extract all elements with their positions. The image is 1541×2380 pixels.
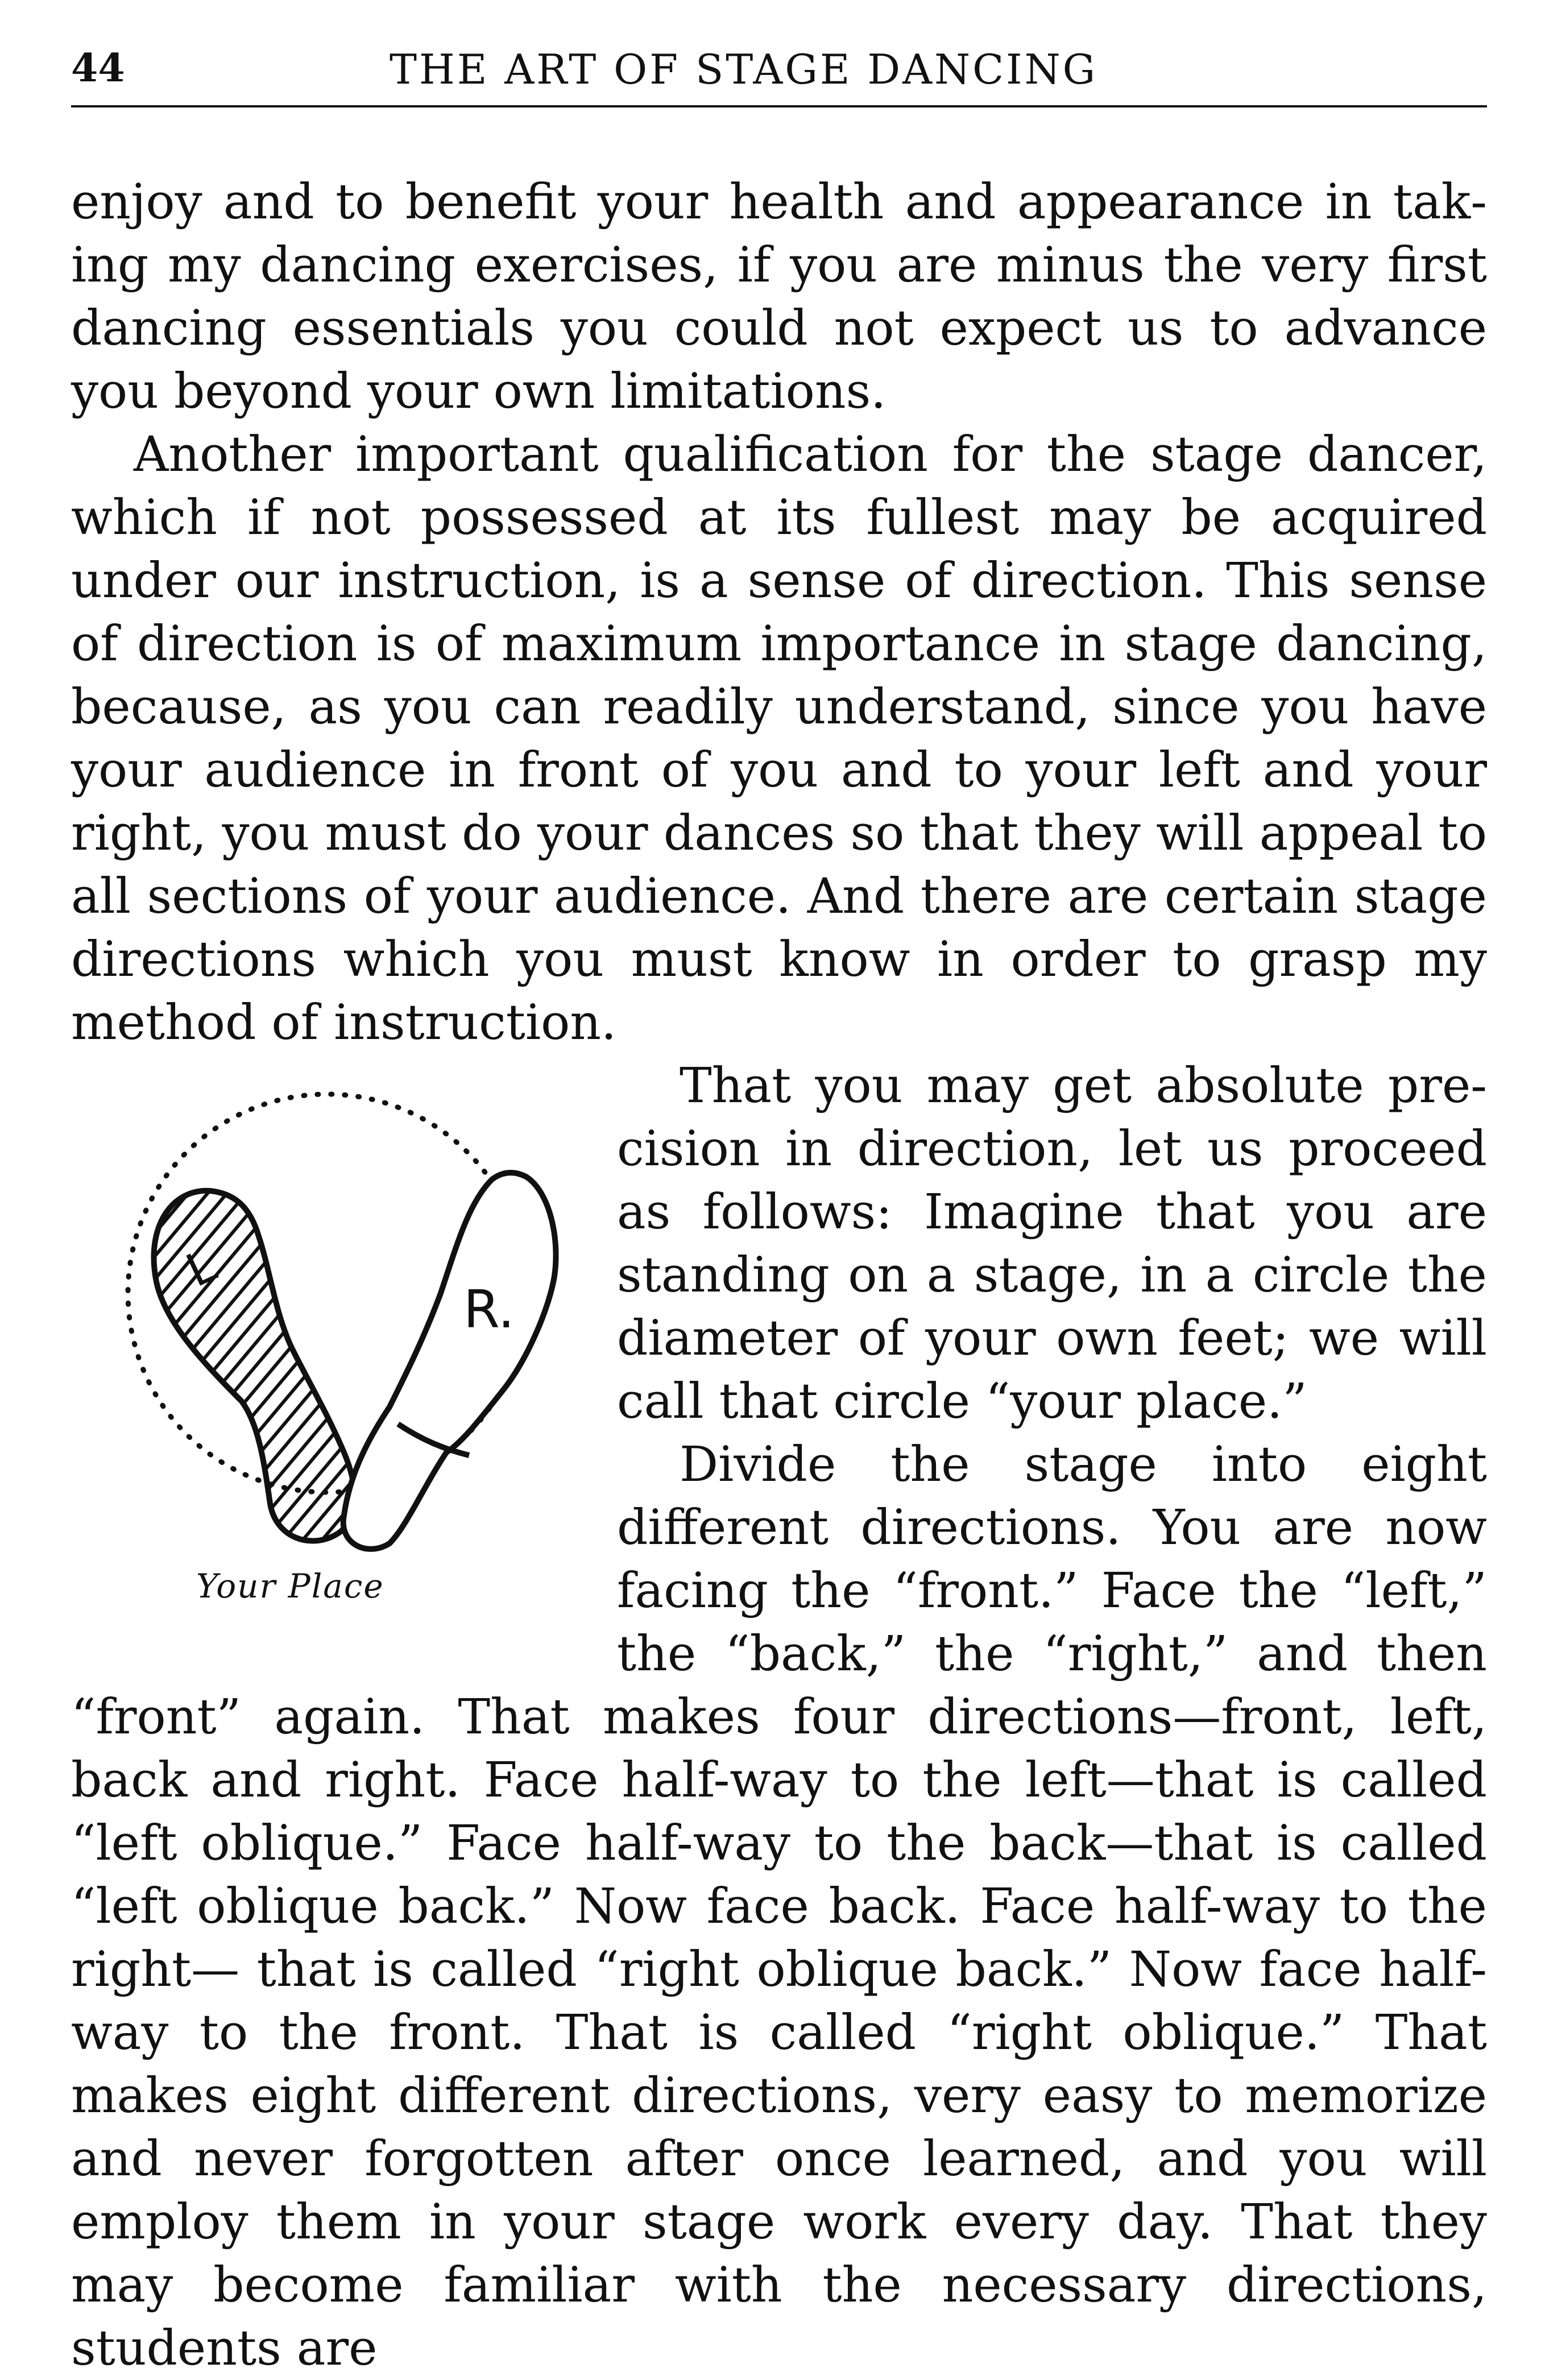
running-title: THE ART OF STAGE DANCING [390,45,1098,93]
right-foot-label: R. [463,1279,515,1340]
your-place-figure [71,1054,583,1623]
paragraph-2: Another important qualification for the stage dancer, which if not possessed at its fullest may be acquired under our instruction, is a sense of direction. This sense of direction is of maximum importance in stage dancing, because, as you can readily understand, since you have your audience in front of you and to your left and your right, you must do your dances so that they will appeal to all sections of your audience. And there are certain stage directions which you must know in order to grasp my method of instruction. [71,427,1487,1051]
paragraph-3: That you may get absolute precision in direction, let us proceed as follows: Imagine that you are standing on a stage, in a circle the diameter of your own feet; we will call that circle “your place.” [617,1058,1487,1430]
body-text [71,171,1487,2380]
left-foot-label: L [178,1239,224,1298]
figure-caption: Your Place [196,1567,384,1605]
paragraph-4: Divide the stage into eight different directions. You are now facing the “front.” Face the “left,” the “back,” the “right,” and then “front” again. That makes four directions—front, left, back and right. Face half-way to the left—that is called “left oblique.” Face half-way to the back—that is called “left oblique back.” Now face back. Face half-way to the right— that is called “right oblique back.” Now face half-way to the front. That is called “right oblique.” That makes eight different directions, very easy to memorize and never forgotten after once learned, and you will employ them in your stage work every day. That they may become familiar with the necessary directions, students are [71,1437,1487,2377]
page-number: 44 [71,45,125,91]
left-foot-shape [154,1191,355,1541]
paragraph-1: enjoy and to benefit your health and appearance in taking my dancing exercises, if you are minus the very first dancing essentials you could not expect us to advance you beyond your own limitations. [71,174,1487,420]
running-head [71,40,1487,107]
feet-in-circle-illustration [71,1054,583,1623]
right-foot-shape [343,1173,556,1549]
